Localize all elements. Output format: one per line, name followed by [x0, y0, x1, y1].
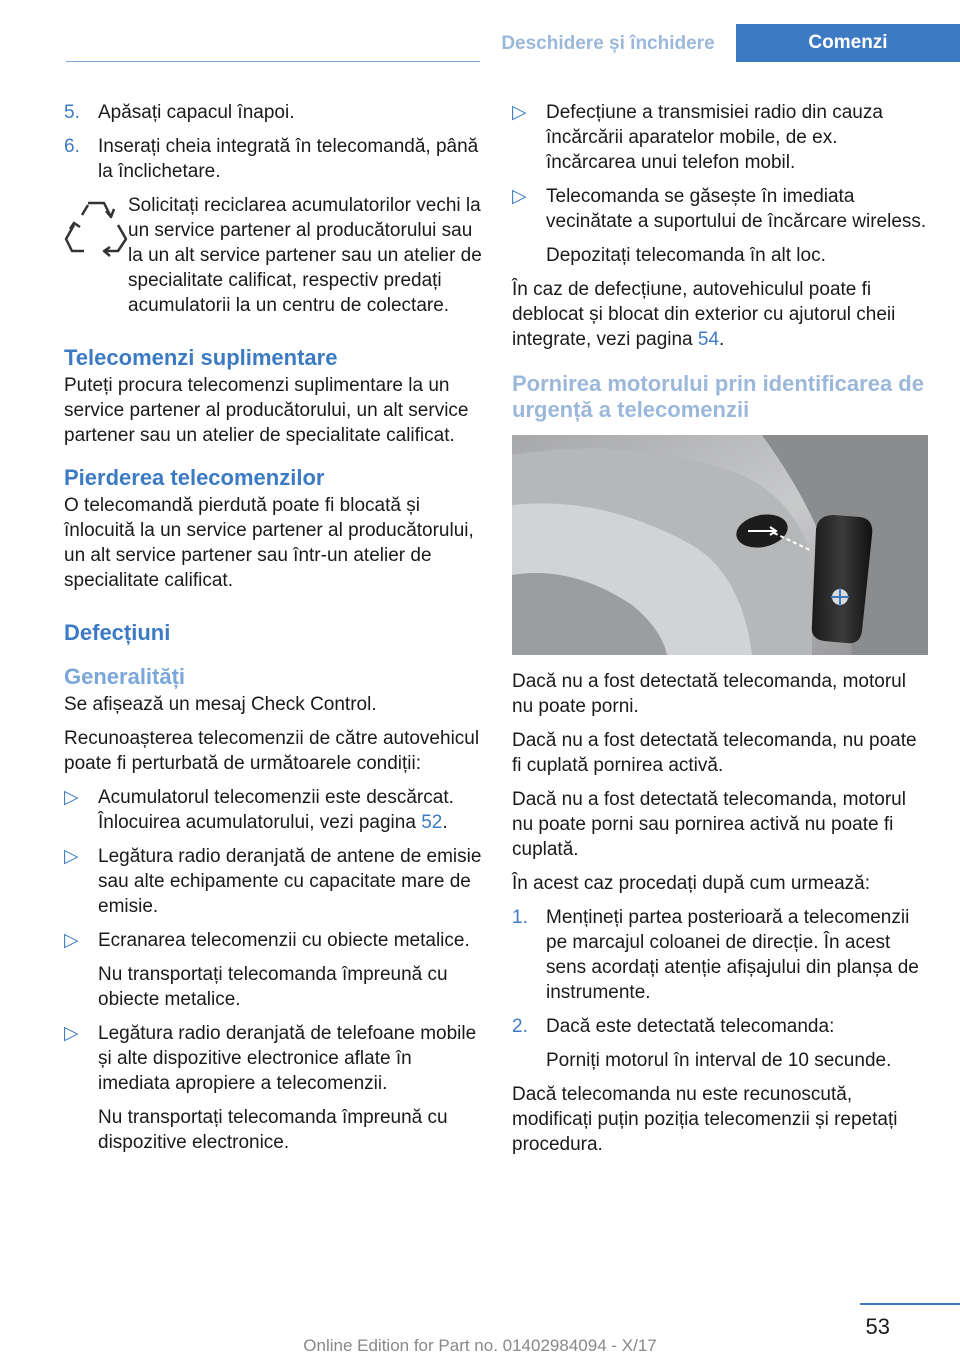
emergency-paragraph-1: Dacă nu a fost detectată telecomanda, motorul nu poate porni. [512, 671, 906, 717]
step-number: 2. [512, 1016, 528, 1037]
bullet-marker: ▷ [64, 787, 79, 808]
step-subtext: Porniți motorul în interval de 10 secunde. [546, 1050, 892, 1071]
recycle-icon [64, 193, 128, 263]
bullet-text: Defecțiune a transmisiei radio din cauza încărcării aparatelor mobile, de ex. încărcarea unui telefon mobil. [546, 102, 883, 173]
header-section-title[interactable]: Deschidere și închidere [480, 26, 736, 62]
step-number: 1. [512, 907, 528, 928]
recycle-note [64, 193, 482, 327]
page-link-54[interactable]: 54 [697, 329, 720, 350]
fault-paragraph: În caz de defecțiune, autovehiculul poate fi deblocat și blocat din exterior cu ajutorul cheii integrate, vezi pagina 54. [512, 279, 896, 350]
bullet-text: Telecomanda se găsește în imediata vecinătate a suportului de încărcare wireless. [546, 186, 927, 232]
bullet-text: Legătura radio deranjată de antene de emisie sau alte echipamente cu capacitate mare de emisie. [98, 846, 482, 917]
bullet-marker: ▷ [512, 186, 527, 207]
footer-edition: Online Edition for Part no. 01402984094 - X/17 [303, 1336, 657, 1355]
bullet-marker: ▷ [512, 102, 527, 123]
step-text: Apăsați capacul înapoi. [98, 102, 295, 123]
fault-text: În caz de defecțiune, autovehiculul poate fi deblocat și blocat din exterior cu ajutorul cheii integrate, vezi pagina [512, 279, 896, 350]
emergency-paragraph-5: Dacă telecomanda nu este recunoscută, modificați puțin poziția telecomenzii și repetați procedura. [512, 1084, 898, 1155]
bullet-text: Acumulatorul telecomenzii este descărcat. Înlocuirea acumulatorului, vezi pagina [98, 787, 454, 833]
step-text: Dacă este detectată telecomanda: [546, 1016, 835, 1037]
bullet-text: Ecranarea telecomenzii cu obiecte metalice. [98, 930, 470, 951]
step-6 [64, 134, 482, 184]
general-paragraph-2: Recunoașterea telecomenzii de către autovehicul poate fi perturbată de următoarele condiții: [64, 728, 480, 774]
recycle-text: Solicitați reciclarea acumulatorilor vechi la un service partener al producătorului sau la un alt service partener sau un atelier de specialitate calificat, respectiv predați acumulatorii la un centru de colectare. [128, 195, 482, 316]
emergency-paragraph-4: În acest caz procedați după cum urmează: [512, 873, 871, 894]
heading-general: Generalități [64, 664, 186, 689]
general-paragraph-1: Se afișează un mesaj Check Control. [64, 694, 377, 715]
bullet-item [64, 844, 482, 919]
emergency-paragraph-2: Dacă nu a fost detectată telecomanda, nu poate fi cuplată pornirea activă. [512, 730, 917, 776]
bullet-subtext: Nu transportați telecomanda împreună cu dispozitive electronice. [98, 1107, 448, 1153]
bullet-marker: ▷ [64, 1023, 79, 1044]
footer-rule [860, 1303, 960, 1305]
heading-faults: Defecțiuni [64, 620, 171, 645]
step-1 [512, 905, 928, 1005]
page-link-52[interactable]: 52 [421, 812, 443, 833]
step-5 [64, 100, 482, 125]
bullet-subtext: Nu transportați telecomanda împreună cu obiecte metalice. [98, 964, 448, 1010]
heading-lost-remotes: Pierderea telecomenzilor [64, 465, 325, 490]
header-chapter-tab[interactable]: Comenzi [736, 24, 960, 62]
emergency-paragraph-3: Dacă nu a fost detectată telecomanda, motorul nu poate porni sau pornirea activă nu poate fi cuplată. [512, 789, 906, 860]
bullet-item [512, 184, 928, 234]
bullet-marker: ▷ [64, 930, 79, 951]
step-number: 6. [64, 136, 80, 157]
bullet-text: Legătura radio deranjată de telefoane mobile și alte dispozitive electronice aflate în imediata apropiere a telecomenzii. [98, 1023, 477, 1094]
steering-column-photo [512, 435, 928, 655]
step-text: Inserați cheia integrată în telecomandă, până la înclichetare. [98, 136, 479, 182]
step-text: Mențineți partea posterioară a telecomenzii pe marcajul coloanei de direcție. În acest sens acordați atenție afișajului din planșa de instrumente. [546, 907, 919, 1003]
bullet-subtext: Depozitați telecomanda în alt loc. [546, 245, 826, 266]
bullet-marker: ▷ [64, 846, 79, 867]
heading-extra-remotes: Telecomenzi suplimentare [64, 345, 338, 370]
step-number: 5. [64, 102, 80, 123]
left-column [64, 100, 482, 1164]
extra-remotes-text: Puteți procura telecomenzi suplimentare la un service partener al producătorului, un alt service partener sau un atelier de specialitate calificat. [64, 375, 469, 446]
lost-remotes-text: O telecomandă pierdută poate fi blocată și înlocuită la un service partener al producătorului, un alt service partener sau într-un atelier de specialitate calificat. [64, 495, 474, 591]
heading-emergency-start: Pornirea motorului prin identificarea de urgență a telecomenzii [512, 371, 924, 422]
bullet-item [64, 928, 482, 953]
bullet-item: ▷ Acumulatorul telecomenzii este descărcat. Înlocuirea acumulatorului, vezi pagina 52. [64, 787, 454, 833]
bullet-item [512, 100, 928, 175]
step-2 [512, 1014, 928, 1039]
right-column [512, 100, 928, 1166]
bullet-item [64, 1021, 482, 1096]
page-number: 53 [865, 1314, 890, 1339]
